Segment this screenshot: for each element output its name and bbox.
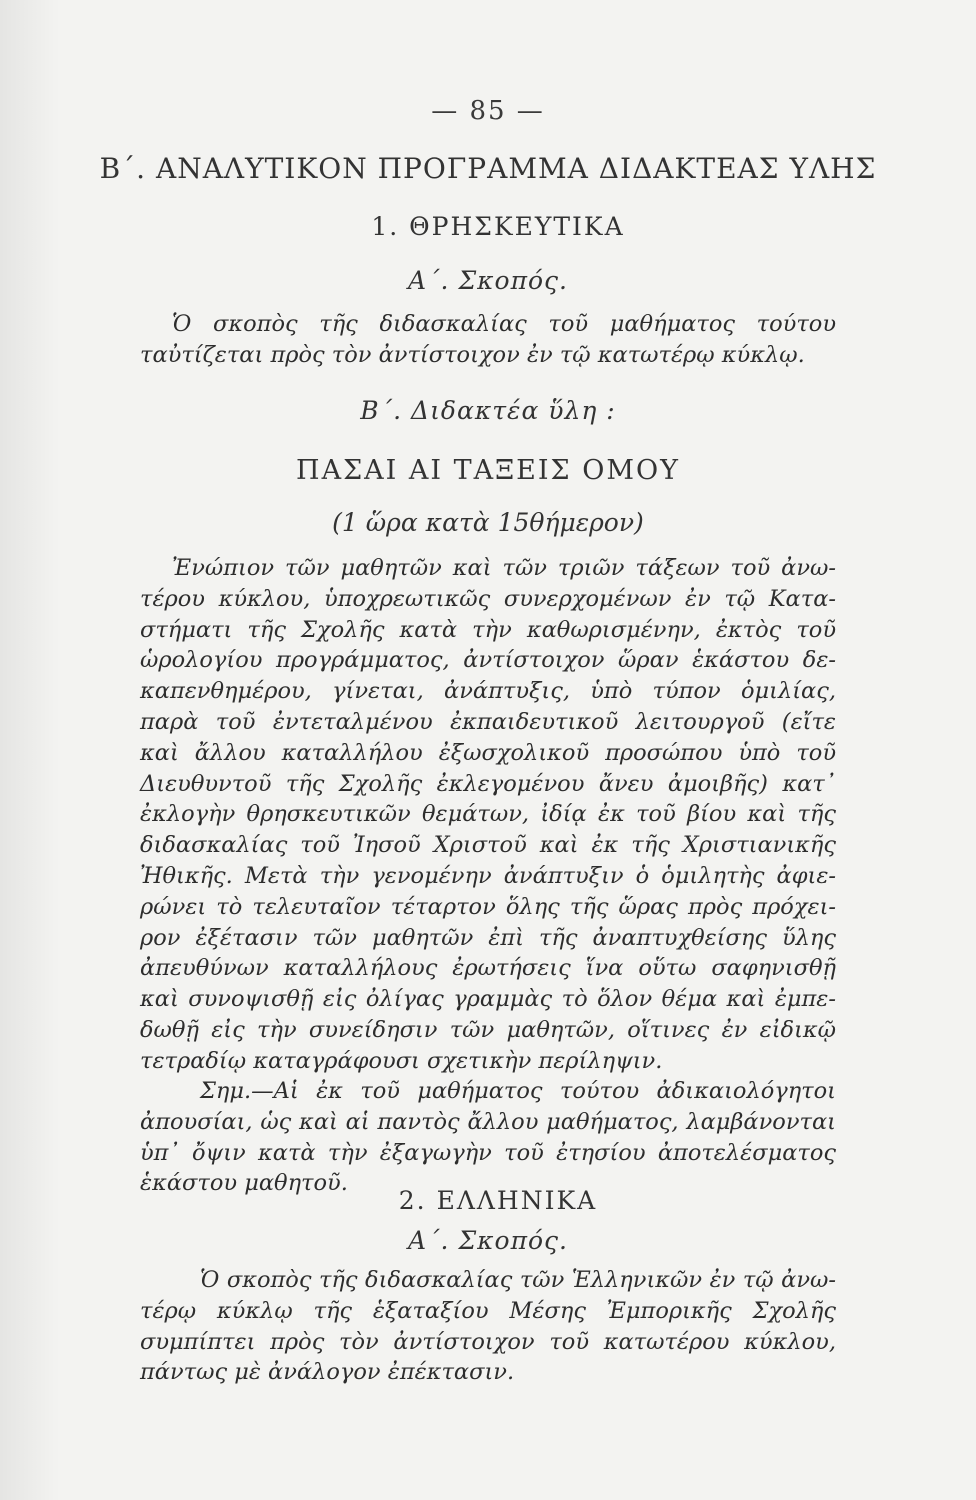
page-number: — 85 —: [431, 96, 545, 126]
section1-material-heading: Β΄. Διδακτέα ὕλη :: [360, 396, 616, 425]
text-line: πάντως μὲ ἀνάλογον ἐπέκτασιν.: [140, 1359, 515, 1386]
text-line: ὑπ᾽ ὄψιν κατὰ τὴν ἐξαγωγὴν τοῦ ἐτησίου ἀποτελέσματος: [140, 1139, 836, 1166]
part-title: Β΄. ΑΝΑΛΥΤΙΚΟΝ ΠΡΟΓΡΑΜΜΑ ΔΙΔΑΚΤΕΑΣ ΥΛΗΣ: [99, 152, 877, 185]
text-line: Ὁ σκοπὸς τῆς διδασκαλίας τῶν Ἑλληνικῶν ἐν τῷ ἀνω-: [200, 1267, 836, 1293]
text-line: τετραδίῳ καταγράφουσι σχετικὴν περίληψιν.: [140, 1047, 663, 1074]
text-line: στήματι τῆς Σχολῆς κατὰ τὴν καθωρισμένην, ἐκτὸς τοῦ: [140, 616, 836, 643]
section2-title: 2. ΕΛΛΗΝΙΚΑ: [398, 1186, 598, 1215]
text-line: παρὰ τοῦ ἐντεταλμένου ἐκπαιδευτικοῦ λειτουργοῦ (εἴτε: [140, 708, 836, 735]
text-line: τέρου κύκλου, ὑποχρεωτικῶς συνερχομένων ἐν τῷ Κατα-: [140, 585, 836, 612]
text-line: καπενθημέρου, γίνεται, ἀνάπτυξις, ὑπὸ τύπον ὁμιλίας,: [140, 678, 836, 705]
section1-body-paragraph: [140, 553, 836, 1077]
section1-aim-paragraph: [140, 309, 836, 371]
text-line: καὶ ἄλλου καταλλήλου ἐξωσχολικοῦ προσώπου ὑπὸ τοῦ: [140, 739, 836, 766]
text-line: Ἠθικῆς. Μετὰ τὴν γενομένην ἀνάπτυξιν ὁ ὁμιλητὴς ἀφιε-: [140, 862, 836, 889]
text-line: Διευθυντοῦ τῆς Σχολῆς ἐκλεγομένου ἄνευ ἀμοιβῆς) κατ᾽: [140, 770, 836, 797]
text-line: ἀπουσίαι, ὡς καὶ αἱ παντὸς ἄλλου μαθήματος, λαμβάνονται: [140, 1108, 836, 1135]
section2-aim-heading: Α΄. Σκοπός.: [408, 1226, 568, 1255]
section2-aim-paragraph: [140, 1265, 836, 1388]
section1-aim-heading: Α΄. Σκοπός.: [408, 266, 568, 295]
text-line: Σημ.—Αἱ ἐκ τοῦ μαθήματος τούτου ἀδικαιολόγητοι: [200, 1078, 836, 1104]
text-line: ἀπευθύνων καταλλήλους ἐρωτήσεις ἵνα οὕτω σαφηνισθῇ: [140, 955, 836, 982]
section1-hours-note: (1 ὥρα κατὰ 15θήμερον): [332, 508, 644, 537]
text-line: Ὁ σκοπὸς τῆς διδασκαλίας τοῦ μαθήματος τούτου: [172, 311, 836, 337]
text-line: δωθῇ εἰς τὴν συνείδησιν τῶν μαθητῶν, οἵτινες ἐν εἰδικῷ: [140, 1016, 836, 1043]
section1-title: 1. ΘΡΗΣΚΕΥΤΙΚΑ: [371, 212, 625, 241]
text-line: ἑκάστου μαθητοῦ.: [140, 1170, 348, 1197]
text-line: ἐκλογὴν θρησκευτικῶν θεμάτων, ἰδίᾳ ἐκ τοῦ βίου καὶ τῆς: [140, 801, 836, 828]
text-line: τέρῳ κύκλῳ τῆς ἑξαταξίου Μέσης Ἐμπορικῆς Σχολῆς: [140, 1297, 836, 1324]
text-line: ρον ἐξέτασιν τῶν μαθητῶν ἐπὶ τῆς ἀναπτυχθείσης ὕλης: [140, 924, 836, 951]
text-line: ὡρολογίου προγράμματος, ἀντίστοιχον ὥραν ἑκάστου δε-: [140, 647, 836, 674]
text-line: καὶ συνοψισθῇ εἰς ὀλίγας γραμμὰς τὸ ὅλον θέμα καὶ ἐμπε-: [140, 986, 836, 1013]
section1-classes-heading: ΠΑΣΑΙ ΑΙ ΤΑΞΕΙΣ ΟΜΟΥ: [296, 455, 680, 486]
text-line: διδασκαλίας τοῦ Ἰησοῦ Χριστοῦ καὶ ἐκ τῆς Χριστιανικῆς: [140, 832, 836, 859]
text-line: ρώνει τὸ τελευταῖον τέταρτον ὅλης τῆς ὥρας πρὸς πρόχει-: [140, 893, 836, 920]
section1-note-paragraph: [140, 1076, 836, 1199]
text-line: Ἐνώπιον τῶν μαθητῶν καὶ τῶν τριῶν τάξεων τοῦ ἀνω-: [172, 555, 836, 581]
text-line: συμπίπτει πρὸς τὸν ἀντίστοιχον τοῦ κατωτέρου κύκλου,: [140, 1328, 836, 1355]
text-line: ταὐτίζεται πρὸς τὸν ἀντίστοιχον ἐν τῷ κατωτέρῳ κύκλῳ.: [140, 341, 805, 368]
